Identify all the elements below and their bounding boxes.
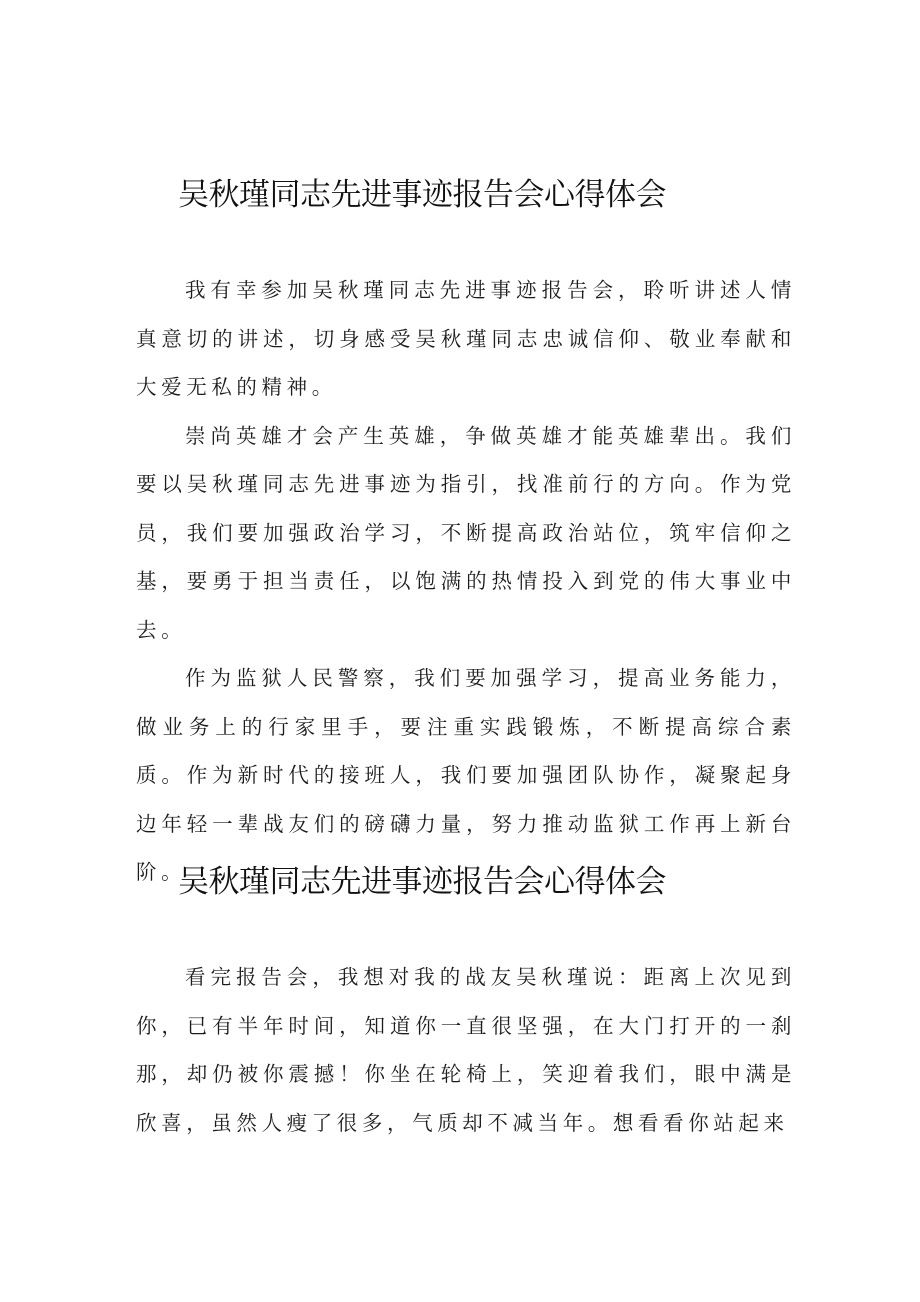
section-1-paragraph-3: 作为监狱人民警察，我们要加强学习，提高业务能力，做业务上的行家里手，要注重实践锻炼，不断提高综合素质。作为新时代的接班人，我们要加强团队协作，凝聚起身边年轻一辈战友们的磅礴力量，努力推动监狱工作再上新台阶。 — [136, 666, 796, 884]
section-1-paragraph-2: 崇尚英雄才会产生英雄，争做英雄才能英雄辈出。我们要以吴秋瑾同志先进事迹为指引，找准前行的方向。作为党员，我们要加强政治学习，不断提高政治站位，筑牢信仰之基，要勇于担当责任，以饱满的热情投入到党的伟大事业中去。 — [136, 423, 796, 642]
section-2-paragraph-1: 看完报告会，我想对我的战友吴秋瑾说：距离上次见到你，已有半年时间，知道你一直很坚强，在大门打开的一刹那，却仍被你震撼！你坐在轮椅上，笑迎着我们，眼中满是欣喜，虽然人瘦了很多，气质却不减当年。想看看你站起来 — [136, 965, 796, 1135]
section-1-title: 吴秋瑾同志先进事迹报告会心得体会 — [178, 177, 666, 213]
section-2-body — [136, 953, 796, 1147]
section-1-body — [136, 266, 796, 897]
section-1-paragraph-1: 我有幸参加吴秋瑾同志先进事迹报告会，聆听讲述人情真意切的讲述，切身感受吴秋瑾同志忠诚信仰、敬业奉献和大爱无私的精神。 — [136, 278, 796, 399]
section-2-title: 吴秋瑾同志先进事迹报告会心得体会 — [178, 864, 666, 900]
